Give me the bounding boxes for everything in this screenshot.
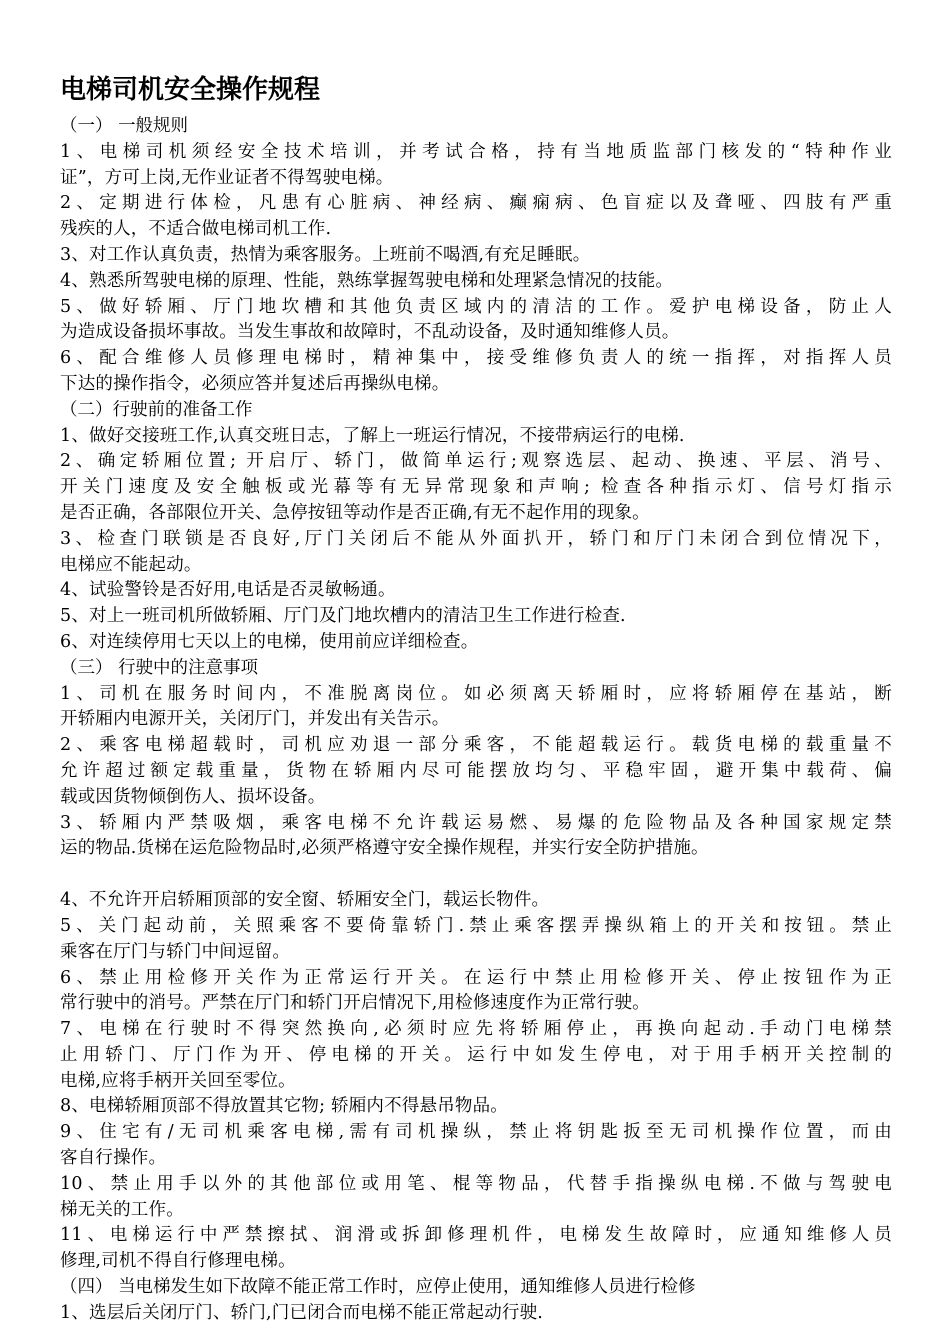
document-body [60,114,892,1327]
body-text-line: 6、配合维修人员修理电梯时，精神集中，接受维修负责人的统一指挥，对指挥人员 [60,348,892,369]
body-text-line: 证”，方可上岗,无作业证者不得驾驶电梯。 [60,167,394,188]
body-text-line: 1、电梯司机须经安全技术培训，并考试合格，持有当地质监部门核发的“特种作业 [60,141,892,162]
body-text-line: 梯无关的工作。 [60,1199,184,1220]
body-text-line: 运的物品.货梯在运危险物品时,必须严格遵守安全操作规程，并实行安全防护措施。 [60,838,709,859]
body-text-line: 2、定期进行体检，凡患有心脏病、神经病、癫痫病、色盲症以及聋哑、四肢有严重 [60,193,892,214]
body-text-line: 2、乘客电梯超载时，司机应劝退一部分乘客，不能超载运行。载货电梯的载重量不 [60,735,892,756]
section-heading: （四） 当电梯发生如下故障不能正常工作时，应停止使用，通知维修人员进行检修 [60,1277,696,1298]
body-text-line: 4、试验警铃是否好用,电话是否灵敏畅通。 [60,580,396,601]
body-text-line: 客自行操作。 [60,1148,167,1169]
body-text-line: 3、轿厢内严禁吸烟，乘客电梯不允许载运易燃、易爆的危险物品及各种国家规定禁 [60,812,892,833]
body-text-line: 11、电梯运行中严禁擦拭、润滑或拆卸修理机件，电梯发生故障时，应通知维修人员 [60,1225,892,1246]
body-text-line: 4、不允许开启轿厢顶部的安全窗、轿厢安全门，载运长物件。 [60,890,550,911]
body-text-line: 2、确定轿厢位置; 开启厅、轿门，做简单运行;观察选层、起动、换速、平层、消号、 [60,451,892,472]
body-text-line: 电梯应不能起动。 [60,554,202,575]
body-text-line: 为造成设备损坏事故。当发生事故和故障时，不乱动设备，及时通知维修人员。 [60,322,680,343]
section-heading: （二）行驶前的准备工作 [60,399,253,420]
body-text-line: 6、对连续停用七天以上的电梯，使用前应详细检查。 [60,631,479,652]
document-page [60,72,892,1327]
section-heading: （三） 行驶中的注意事项 [60,657,259,678]
body-text-line: 载或因货物倾倒伤人、损坏设备。 [60,786,326,807]
body-text-line: 3、检查门联锁是否良好,厅门关闭后不能从外面扒开，轿门和厅门未闭合到位情况下， [60,528,892,549]
body-text-line: 电梯,应将手柄开关回至零位。 [60,1070,296,1091]
body-text-line: 乘客在厅门与轿门中间逗留。 [60,941,291,962]
body-text-line: 3、对工作认真负责，热情为乘客服务。上班前不喝酒,有充足睡眠。 [60,244,591,265]
document-title: 电梯司机安全操作规程 [60,75,321,105]
body-text-line: 下达的操作指令，必须应答并复述后再操纵电梯。 [60,373,450,394]
body-text-line: 残疾的人，不适合做电梯司机工作. [60,219,332,240]
body-text-line: 5、做好轿厢、厅门地坎槽和其他负责区域内的清洁的工作。爱护电梯设备，防止人 [60,296,892,317]
body-text-line: 5、关门起动前，关照乘客不要倚靠轿门.禁止乘客摆弄操纵箱上的开关和按钮。禁止 [60,915,892,936]
body-text-line: 5、对上一班司机所做轿厢、厅门及门地坎槽内的清洁卫生工作进行检查. [60,606,626,627]
body-text-line: 开关门速度及安全触板或光幕等有无异常现象和声响; 检查各种指示灯、信号灯指示 [60,477,892,498]
body-text-line: 8、电梯轿厢顶部不得放置其它物; 轿厢内不得悬吊物品。 [60,1096,508,1117]
body-text-line: 常行驶中的消号。严禁在厅门和轿门开启情况下,用检修速度作为正常行驶。 [60,993,650,1014]
body-text-line: 9、住宅有/无司机乘客电梯,需有司机操纵，禁止将钥匙扳至无司机操作位置，而由 [60,1122,892,1143]
section-heading: （一） 一般规则 [60,116,189,136]
body-text-line: 是否正确，各部限位开关、急停按钮等动作是否正确,有无不起作用的现象。 [60,502,650,523]
body-text-line: 开轿厢内电源开关，关闭厅门，并发出有关告示。 [60,709,450,730]
blank-line [60,862,892,888]
body-text-line: 1、选层后关闭厅门、轿门,门已闭合而电梯不能正常起动行驶. [60,1302,544,1323]
body-text-line: 止用轿门、厅门作为开、停电梯的开关。运行中如发生停电，对于用手柄开关控制的 [60,1044,892,1065]
body-text-line: 允许超过额定载重量，货物在轿厢内尽可能摆放均匀、平稳牢固，避开集中载荷、偏 [60,760,892,781]
body-text-line: 1、司机在服务时间内，不准脱离岗位。如必须离天轿厢时，应将轿厢停在基站，断 [60,683,892,704]
body-text-line: 修理,司机不得自行修理电梯。 [60,1251,296,1272]
body-text-line: 6、禁止用检修开关作为正常运行开关。在运行中禁止用检修开关、停止按钮作为正 [60,967,892,988]
body-text-line: 4、熟悉所驾驶电梯的原理、性能，熟练掌握驾驶电梯和处理紧急情况的技能。 [60,270,674,291]
body-text-line: 10、禁止用手以外的其他部位或用笔、棍等物品，代替手指操纵电梯.不做与驾驶电 [60,1173,892,1194]
body-text-line: 1、做好交接班工作,认真交班日志，了解上一班运行情况，不接带病运行的电梯. [60,425,685,446]
body-text-line: 7、电梯在行驶时不得突然换向,必须时应先将轿厢停止，再换向起动.手动门电梯禁 [60,1019,892,1040]
